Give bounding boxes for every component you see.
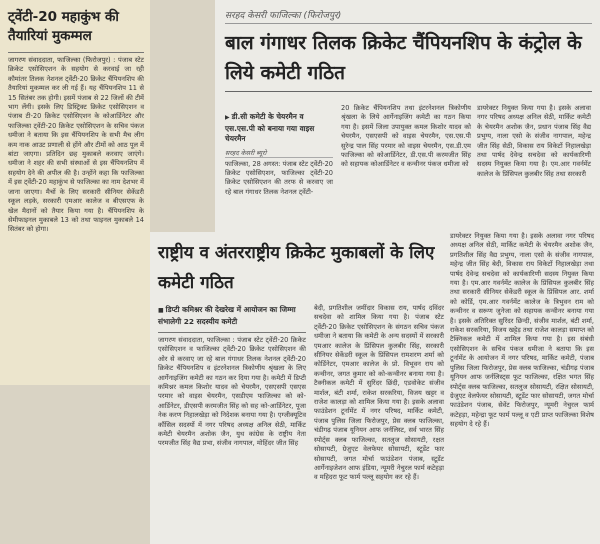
headline: ट्वेंटी-20 महाकुंभ की तैयारियां मुकम्मल bbox=[8, 9, 119, 44]
column-text: डायरेक्टर नियुक्त किया गया है। इसके अलावा नगर परिषद अध्यक्ष अनिल सेठी, मार्किट कमेटी के चेयरमैन अशोक जैन, प्रगतिशील सिंह वैद्य प्रभुग्य, नाला एसो के संजीव नागपाल, महेन्द्र जीत सिंह बेदी, विकास राय विकेटों निहालखेड़ा तथा पार्षद देवेन्द्र सचदेवा को कार्यकारिणी सदस्य नियुक्त किया गया है। एम.आर गवर्नमेंट कालेज के प्रिंसिपल कुलबीर सिंह तथा सरकारी सीनियर सेकेंडरी स्कूल के प्रिंसिपल आर. शर्मा को कोर्डि, एम.आर गवर्नमेंट कालेज के त्रिभुवन राम को कन्वीनर व सरूण जुनेजा को सहायक कन्वीनर बनाया गया है। इसके अतिरिक्त सुरिंदर छिन्दी, संजीव मार्शल, बंटी शर्मा, राकेश सरकरिया, विजय खट्टेड़ तथा राजेश कालड़ा समाप्त को टैक्निकल कमेटी में शामिल किया गया है। इस संबंधी एसोसिएशन के सचिव पंकज धमीजा ने बताया कि इस टूर्नामेंट के आयोजन में नगर परिषद, मार्किट कमेटी, पंजाब पुलिस जिला फिरोजपुर, प्रेस क्लब फाजिल्का, चंडीगढ़ पंजाब यूनियन आफ जर्नलिस्ट्स फूट फाजिल्का, रक्षित भगत सिंह स्पोर्ट्स क्लब फाजिल्का, सतलुज सोसायटी, रक्षित सोसायटी, ग्रेजुएट वेलफेयर सोसायटी, स्टूडेंट फार सोसायटी, जगत मोर्चा फाउंडेशन पंजाब, सेवेंट फिरोजपुर, न्यूमरी नेचुरल फार्म कटेहड़ा, महेन्द्रा फूट फार्म पल्लू व एटी प्राप्त फाजिल्का विशेष सहयोग दे रहे हैं। bbox=[450, 232, 594, 429]
sub-headline: ▶ डी.सी कमेटी के चेयरमैन व एस.एस.पी को बनाया गया वाइस चेयरमैन bbox=[225, 112, 333, 145]
column-3 bbox=[477, 104, 591, 179]
column-3 bbox=[450, 232, 594, 430]
divider bbox=[8, 52, 144, 53]
column-2 bbox=[314, 304, 444, 483]
body-text: पंजाब स्टेट क्रिकेट एसोसिएशन के सहयोग से करवाई जा रही कौमांतर तिलक नेशनल ट्वेंटी-20 क्रिकेट चैंपियनशिप की तैयारियां मुकम्मल कर ली गई हैं। यह चैंपियनशिप 11 से 15 सितंबर तक होगी। इसमें पंजाब से 22 जिलों की टीमें भाग लेंगी। इसके लिए डिस्ट्रिक्ट क्रिकेट एसोसिएशन व पंजाब टी-20 क्रिकेट एसोसिएशन के कोआर्डिनेटर और फाजिल्का ट्वेंटी-20 क्रिकेट एसोसिएशन के सचिव पंकज धमीजा ने बताया कि इस चैंपियनशिप के सभी मैच लीग कम नाक आउट प्रणाली से होंगे और टीमों को आठ पूल में बांटा जाएगा। प्रतिदिन छह मुकाबले करवाए जाएंगे। धमीजा ने शहर की सभी संस्थाओं से इस चैंपियनशिप में सहयोग देने की अपील की है। उन्होंने कहा कि फाजिल्का में इस ट्वेंटी-20 महाकुंभ से फाजिल्का का नाम देशभर में जाना जाएगा। मैचों के लिए सरकारी सीनियर सेकेंडरी स्कूल लड़के, सरकारी एमआर कालेज व बीएसएफ के खेल मैदानों को तैयार किया गया है। चैंपियनशिप के सेमीफाइनल मुकाबले 13 को तथा फाइनल मुकाबले 14 सितंबर को होगा। bbox=[8, 56, 144, 234]
paper-name: सरहद केसरी फाजिल्का (फिरोजपुर) bbox=[225, 8, 592, 24]
column-text: बेदी, प्रगतिशील जमींदार विकास राय, पार्षद दविंदर सचदेवा को शामिल किया गया है। पंजाब स्टेट ट्वेंटी-20 क्रिकेट एसोसिएशन के संगठन सचिव पंकज धमीजा ने बताया कि कमेटी के अन्य सदस्यों में सरकारी एमआर कालेज के प्रिंसिपल कुलबीर सिंह, सरकारी सीनियर सेकेंडरी स्कूल के प्रिंसिपल रामशरण शर्मा को कोर्डिनेटर, एमआर कालेज के प्रो. विभूवन राय को कन्वीनर, जगत कुमार को को-कन्वीनर बनाया गया है। टैक्नीकल कमेटी में सुरिंदर छिंदी, एडवोकेट संजीव मार्शल, बंटी शर्मा, राकेश सरकरिया, विजय खट्टर व राजेश कालड़ा को शामिल किया गया है। इसके अलावा फाउंडेशन टूर्नामेंट में नगर परिषद, मार्किट कमेटी, पंजाब पुलिस जिला फिरोजपुर, प्रेस क्लब फाजिल्का, चंडीगढ़ पंजाब यूनियन आफ जर्नलिस्ट, सर्व भारत सिंह स्पोर्ट्स क्लब फाजिल्का, सतलुज सोसायटी, रक्षत सोसायटी, ग्रेजुएट वेलफेयर सोसायटी, स्टूडेंट फार सोसायटी, जगत मोर्चा फाउंडेशन पंजाब, स्टूडेंट आर्गेनाइजेशन आफ इंडिया, न्यूमरी नेचुरल फार्म कटेहड़ा व महिदरा फूट फार्म पल्लू सहयोग कर रहे हैं। bbox=[314, 304, 444, 482]
headline: बाल गंगाधर तिलक क्रिकेट चैंपियनशिप के कंट्रोल के लिये कमेटी गठित bbox=[225, 32, 582, 84]
clipping-left bbox=[0, 0, 150, 385]
column-text: जागरण संवाददाता, फाजिल्का : पंजाब स्टेट ट्वेंटी-20 क्रिकेट एसोसिएशन व फाजिल्का ट्वेंटी-20 क्रिकेट एसोसिएशन की ओर से करवाए जा रहे बाल गंगाधर तिलक नेशनल ट्वेंटी-20 क्रिकेट चैंपियनशिप व इंटरनेशनल त्रिकोणीय श्रृंखला के लिए आर्गेनाइजिंग कमेटी का गठन कर दिया गया है। कमेटी में डिप्टी कमिश्नर कमल किशोर यादव को चेयरमैन, एसएसपी एसएस परमार को वाइस चेयरमैन, एसडीएम फाजिल्का को को-आर्डिनेटर, डीएसपी करमजीत सिंह को सह को-आर्डिनेटर, पूजा नेक करण निहालखेड़ा को निदेशक बनाया गया है। एग्जीक्यूटिव कौंसिल सदस्यों में नगर परिषद अध्यक्ष अनिल सेठी, मार्किट कमेटी चेयरमैन अशोक जैन, युथ कांग्रेस के राष्ट्रीय नेता परमजीत सिंह वैद्य प्रभा, संजीव नागपाल, मोहिंदर जीत सिंह bbox=[158, 336, 306, 448]
article-body bbox=[8, 56, 144, 235]
column-1 bbox=[225, 112, 333, 197]
headline: राष्ट्रीय व अंतरराष्ट्रीय क्रिकेट मुकाबलों के लिए कमेटी गठित bbox=[158, 243, 435, 293]
sub-headline: ■ डिप्टी कमिश्नर की देखरेख में आयोजन का जिम्मा संभालेगी 22 सदस्यीय कमेटी bbox=[158, 304, 306, 327]
source-line: सरहद केसरी ब्यूरो bbox=[225, 148, 333, 158]
divider bbox=[225, 91, 592, 92]
column-text: फाजिल्का, 28 अगस्त: पंजाब स्टेट ट्वेंटी-20 क्रिकेट एसोसिएशन, फाजिल्का ट्वेंटी-20 क्रिकेट एसोसिएशन की तरफ से करवाए जा रहे बाल गंगाधर तिलक नेशनल ट्वेंटी- bbox=[225, 159, 333, 196]
divider bbox=[158, 332, 306, 333]
byline: जागरण संवाददाता, फाजिल्का (फिरोजपुर) : bbox=[8, 56, 116, 64]
column-text: डायरेक्टर नियुक्त किया गया है। इसके अलावा नगर परिषद अध्यक्ष अनिल सेठी, मार्किट कमेटी के चेयरमैन अशोक जैन, प्रधान पंजाब सिंह वैद्य प्रभुग्य, नाला एसो के संजीव नागपाल, महेन्द्र जीत सिंह सेठी, विकास राय विकेटों निहालखेड़ा तथा पार्षद देवेन्द्र सचदेवा को कार्यकारिणी सदस्य नियुक्त किया गया है। एम.आर गवर्नमेंट कालेज के प्रिंसिपल कुलबीर सिंह तथा सरकारी bbox=[477, 104, 591, 178]
column-1 bbox=[158, 336, 306, 449]
clipping-top bbox=[215, 0, 600, 240]
column-text: 20 क्रिकेट चैंपियनशिप तथा इंटरनेशनल त्रिकोणीय श्रृंखला के लिये आर्गेनाइजिंग कमेटी का गठन किया गया है। इसमें जिला उपायुक्त कमल किशोर यादव को चेयरमैन, एसएसपी को वाइस चेयरमैन, एस.एस.पी सुरेन्द्र पाल सिंह परमार को वाइस चेयरमैन, एस.डी.एम फाजिल्का को कोआर्डिनेटर, डी.एस.पी करमजीत सिंह को सहायक कोआर्डिनेटर व कन्वीनर पंकज धमीजा को bbox=[341, 104, 471, 169]
column-2 bbox=[341, 104, 471, 170]
clipping-bottom bbox=[150, 232, 600, 544]
